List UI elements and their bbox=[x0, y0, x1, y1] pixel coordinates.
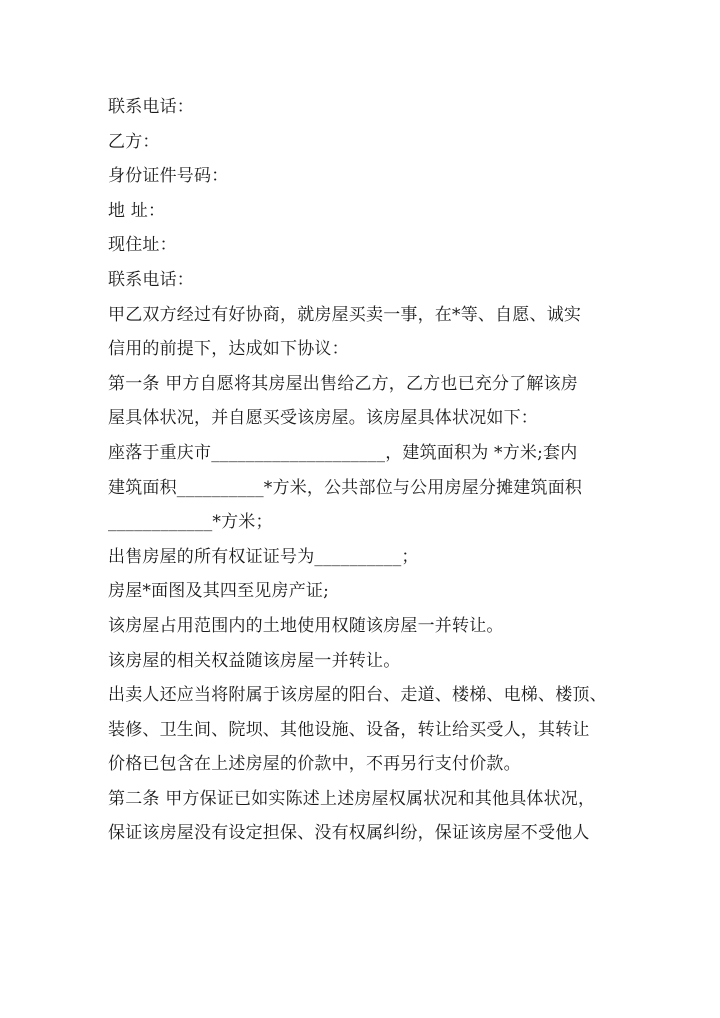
attachments-line-1: 出卖人还应当将附属于该房屋的阳台、走道、楼梯、电梯、楼顶、 bbox=[108, 685, 607, 706]
floor-plan-line: 房屋*面图及其四至见房产证; bbox=[108, 581, 330, 602]
id-number-line: 身份证件号码： bbox=[108, 166, 229, 187]
attachments-line-2: 装修、卫生间、院坝、其他设施、设备，转让给买受人，其转让 bbox=[108, 719, 590, 740]
location-area-line-2: 建筑面积__________*方米，公共部位与公用房屋分摊建筑面积 bbox=[108, 477, 583, 498]
article-2-line-1: 第二条 甲方保证已如实陈述上述房屋权属状况和其他具体状况， bbox=[108, 788, 596, 809]
article-1-line-2: 屋具体状况，并自愿买受该房屋。该房屋具体状况如下： bbox=[108, 408, 538, 429]
preamble-line-1: 甲乙双方经过有好协商，就房屋买卖一事，在*等、自愿、诚实 bbox=[108, 304, 582, 325]
preamble-line-2: 信用的前提下，达成如下协议： bbox=[108, 339, 349, 360]
contact-phone-line-2: 联系电话： bbox=[108, 269, 194, 290]
current-address-line: 现住址： bbox=[108, 235, 177, 256]
party-b-line: 乙方： bbox=[108, 131, 160, 152]
attachments-line-3: 价格已包含在上述房屋的价款中，不再另行支付价款。 bbox=[108, 754, 521, 775]
location-area-line-1: 座落于重庆市____________________，建筑面积为 *方米;套内 bbox=[108, 442, 578, 463]
article-1-line-1: 第一条 甲方自愿将其房屋出售给乙方，乙方也已充分了解该房 bbox=[108, 373, 579, 394]
related-rights-line: 该房屋的相关权益随该房屋一并转让。 bbox=[108, 650, 401, 671]
article-2-line-2: 保证该房屋没有设定担保、没有权属纠纷，保证该房屋不受他人 bbox=[108, 823, 590, 844]
certificate-number-line: 出售房屋的所有权证证号为__________； bbox=[108, 546, 419, 567]
location-area-line-3: ____________*方米； bbox=[108, 512, 273, 533]
contact-phone-line: 联系电话： bbox=[108, 97, 194, 117]
document-body bbox=[108, 90, 616, 851]
land-use-line: 该房屋占用范围内的土地使用权随该房屋一并转让。 bbox=[108, 615, 504, 636]
address-line: 地 址： bbox=[108, 200, 166, 221]
